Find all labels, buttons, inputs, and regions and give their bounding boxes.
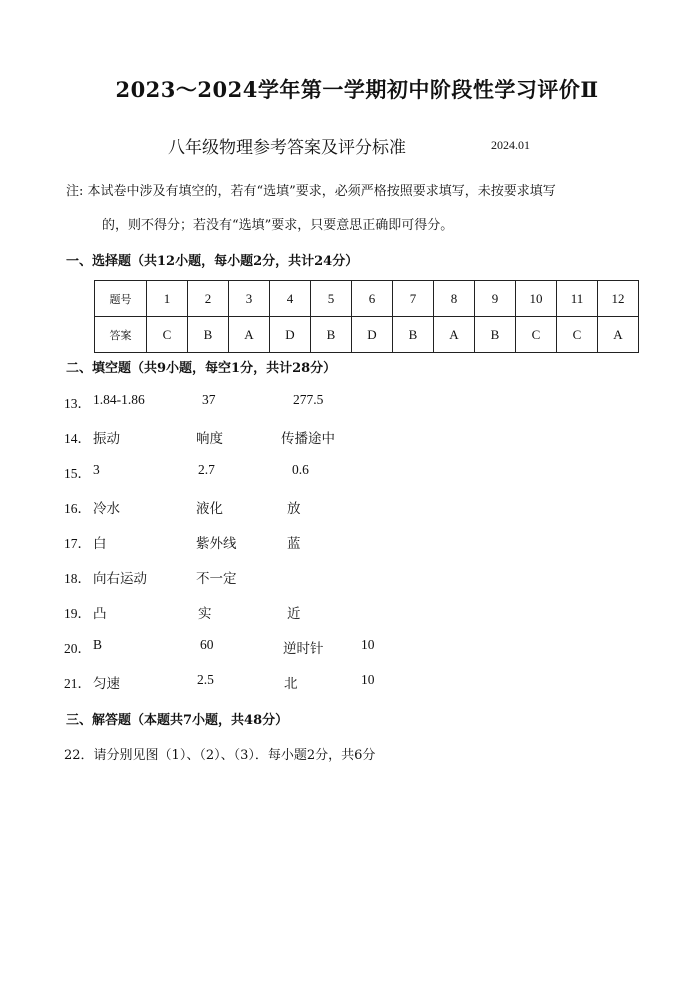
question-number: 17． xyxy=(64,536,91,551)
table-cell-answer: C xyxy=(147,317,188,353)
table-cell-number: 4 xyxy=(270,281,311,317)
answer-row-20 xyxy=(64,637,484,657)
table-cell-number: 7 xyxy=(393,281,434,317)
answer-row-21 xyxy=(64,672,484,692)
table-cell-answer: A xyxy=(229,317,270,353)
note-line-1: 注: 本试卷中涉及有填空的，若有“选填”要求，必须严格按照要求填写，未按要求填写 xyxy=(66,184,556,199)
answer-blank: 液化 xyxy=(196,501,223,516)
answer-blank: 匀速 xyxy=(93,676,120,691)
table-cell-number: 5 xyxy=(311,281,352,317)
table-cell-number: 12 xyxy=(598,281,639,317)
answer-row-16 xyxy=(64,497,484,517)
answer-blank: 逆时针 xyxy=(283,641,324,656)
table-cell-number: 1 xyxy=(147,281,188,317)
question-number: 16． xyxy=(64,501,91,516)
table-cell-answer: B xyxy=(475,317,516,353)
answer-blank: 近 xyxy=(287,606,301,621)
question-number: 19． xyxy=(64,606,91,621)
table-cell-number: 11 xyxy=(557,281,598,317)
table-cell-number: 2 xyxy=(188,281,229,317)
answer-blank: 放 xyxy=(287,501,301,516)
answer-blank: 0.6 xyxy=(292,462,309,477)
question-number: 21． xyxy=(64,676,91,691)
table-header-answer: 答案 xyxy=(95,317,147,353)
answer-blank: 向右运动 xyxy=(93,571,147,586)
answer-blank: 冷水 xyxy=(93,501,120,516)
table-header-number: 题号 xyxy=(95,281,147,317)
answer-blank: 紫外线 xyxy=(196,536,237,551)
question-number: 18． xyxy=(64,571,91,586)
table-cell-answer: B xyxy=(188,317,229,353)
table-row-numbers xyxy=(95,281,639,317)
document-subtitle: 八年级物理参考答案及评分标准 xyxy=(168,138,406,158)
answer-blank: 10 xyxy=(361,672,375,687)
answer-blank: 不一定 xyxy=(196,571,237,586)
choice-answer-table xyxy=(94,280,639,353)
question-number: 15． xyxy=(64,466,91,481)
answer-blank: 3 xyxy=(93,462,100,477)
answer-row-15 xyxy=(64,462,484,482)
table-cell-number: 8 xyxy=(434,281,475,317)
answer-row-17 xyxy=(64,532,484,552)
answer-blank: 2.7 xyxy=(198,462,215,477)
answer-blank: 白 xyxy=(93,536,107,551)
table-cell-answer: B xyxy=(393,317,434,353)
answer-blank: 凸 xyxy=(93,606,107,621)
table-cell-answer: D xyxy=(270,317,311,353)
answer-blank: 响度 xyxy=(196,431,223,446)
table-cell-answer: B xyxy=(311,317,352,353)
answer-blank: 60 xyxy=(200,637,214,652)
answer-row-13 xyxy=(64,392,484,412)
question-number: 14． xyxy=(64,431,91,446)
note-line-2: 的，则不得分；若没有“选填”要求，只要意思正确即可得分。 xyxy=(102,218,454,233)
answer-blank: 2.5 xyxy=(197,672,214,687)
table-cell-number: 9 xyxy=(475,281,516,317)
question-number: 20． xyxy=(64,641,91,656)
answer-blank: B xyxy=(93,637,103,652)
answer-row-19 xyxy=(64,602,484,622)
table-cell-number: 10 xyxy=(516,281,557,317)
answer-blank: 1.84-1.86 xyxy=(93,392,145,407)
table-cell-answer: C xyxy=(516,317,557,353)
table-row-answers xyxy=(95,317,639,353)
section-fill-heading: 二、填空题（共9小题，每空1分，共计28分） xyxy=(66,361,337,376)
answer-blank: 传播途中 xyxy=(281,431,335,446)
section-choice-heading: 一、选择题（共12小题，每小题2分，共计24分） xyxy=(66,254,359,269)
table-cell-answer: D xyxy=(352,317,393,353)
table-cell-answer: A xyxy=(434,317,475,353)
document-title: 2023～2024学年第一学期初中阶段性学习评价Ⅱ xyxy=(115,77,599,102)
document-date: 2024.01 xyxy=(491,138,530,152)
table-cell-number: 3 xyxy=(229,281,270,317)
answer-blank: 北 xyxy=(284,676,298,691)
answer-blank: 10 xyxy=(361,637,375,652)
answer-row-14 xyxy=(64,427,484,447)
table-cell-answer: A xyxy=(598,317,639,353)
question-number: 13． xyxy=(64,396,91,411)
section-solve-heading: 三、解答题（本题共7小题，共48分） xyxy=(66,713,289,728)
answer-row-18 xyxy=(64,567,484,587)
answer-blank: 37 xyxy=(202,392,216,407)
table-cell-number: 6 xyxy=(352,281,393,317)
question-22-text: 22．请分别见图（1）、（2）、（3）．每小题2分，共6分 xyxy=(64,748,376,763)
answer-blank: 振动 xyxy=(93,431,120,446)
answer-blank: 277.5 xyxy=(293,392,324,407)
answer-blank: 蓝 xyxy=(287,536,301,551)
table-cell-answer: C xyxy=(557,317,598,353)
answer-blank: 实 xyxy=(198,606,212,621)
